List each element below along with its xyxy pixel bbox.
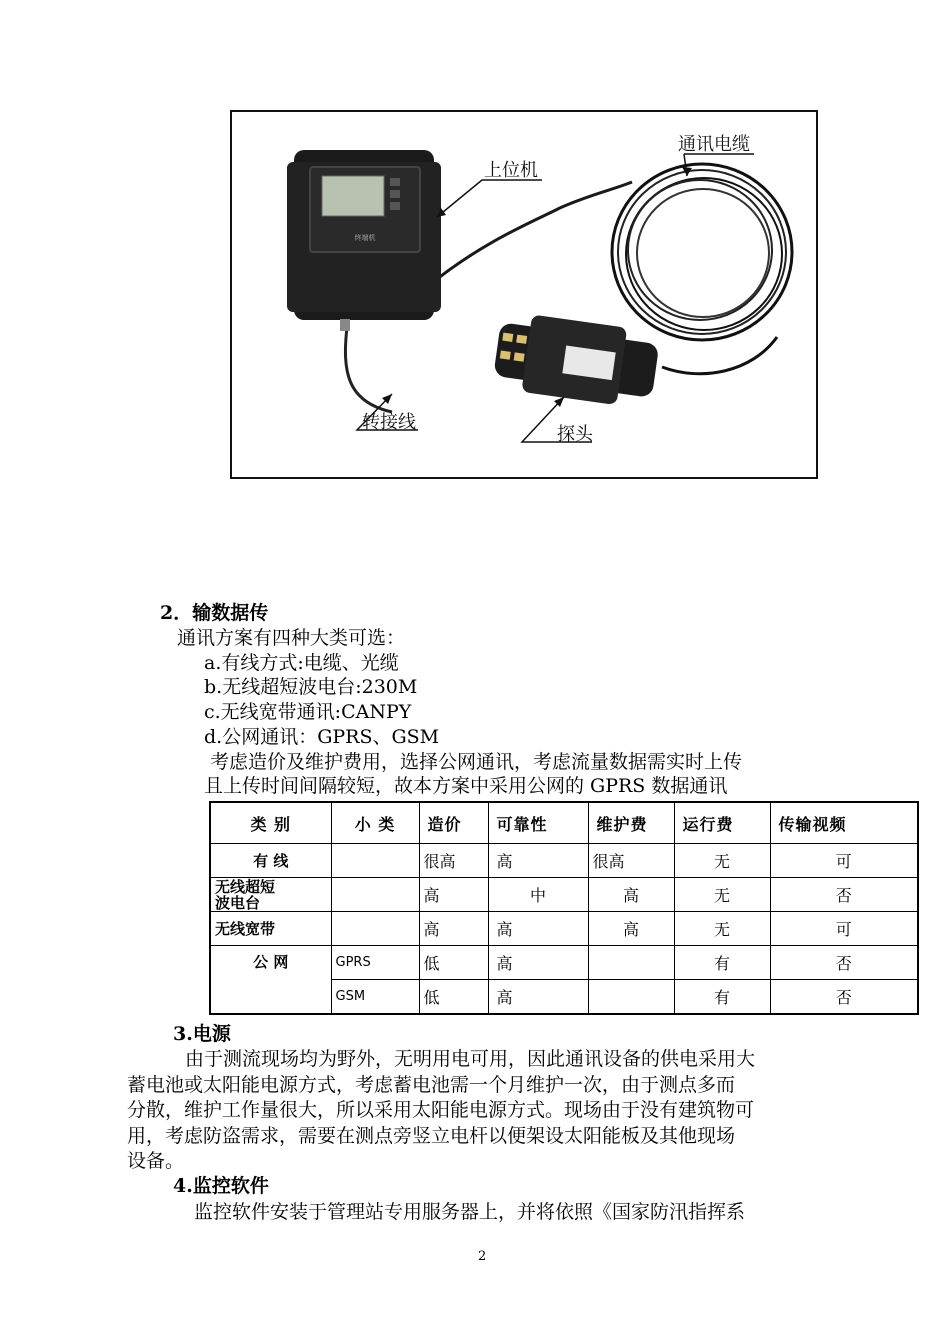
cell-video: 可 <box>770 912 918 946</box>
header-cost: 造价 <box>419 802 488 844</box>
cell-cost: 低 <box>419 980 488 1015</box>
section2-paragraph-line1: 考虑造价及维护费用，选择公网通讯，考虑流量数据需实时上传 <box>210 751 743 773</box>
cell-cost: 高 <box>419 912 488 946</box>
cell-category: 有 线 <box>210 844 331 878</box>
label-probe: 探头 <box>557 424 593 445</box>
option-b: b.无线超短波电台:230M <box>204 676 418 698</box>
table-row <box>210 844 918 878</box>
cell-reliability: 高 <box>488 844 588 878</box>
cell-maintenance: 高 <box>588 878 674 912</box>
cell-video: 否 <box>770 980 918 1015</box>
cell-sub: GPRS <box>331 946 419 980</box>
cell-sub <box>331 878 419 912</box>
probe-device <box>492 310 661 410</box>
cell-operation: 无 <box>674 878 770 912</box>
cell-sub <box>331 912 419 946</box>
label-adapter-cable: 转接线 <box>362 412 416 433</box>
cell-sub: GSM <box>331 980 419 1015</box>
cell-reliability: 中 <box>488 878 588 912</box>
cell-reliability: 高 <box>488 912 588 946</box>
table-row <box>210 878 918 912</box>
section2-heading: 2．输数据传 <box>160 602 269 624</box>
section3-line4: 用，考虑防盗需求，需要在测点旁竖立电杆以便架设太阳能板及其他现场 <box>127 1125 736 1147</box>
header-category: 类 别 <box>210 802 331 844</box>
header-operation: 运行费 <box>674 802 770 844</box>
label-host: 上位机 <box>484 160 538 181</box>
cell-maintenance: 高 <box>588 912 674 946</box>
cell-category-line1: 无线超短 <box>215 877 276 896</box>
section3-heading: 3.电源 <box>173 1023 231 1045</box>
cell-category: 公 网 <box>210 946 331 1015</box>
cell-operation: 无 <box>674 912 770 946</box>
cell-cost: 高 <box>419 878 488 912</box>
cell-video: 可 <box>770 844 918 878</box>
section2-intro: 通讯方案有四种大类可选： <box>177 627 406 649</box>
section4-line1: 监控软件安装于管理站专用服务器上，并将依照《国家防汛指挥系 <box>194 1201 746 1223</box>
cell-maintenance <box>588 980 674 1015</box>
section3-line3: 分散，维护工作量很大，所以采用太阳能电源方式。现场由于没有建筑物可 <box>127 1099 755 1121</box>
header-video: 传输视频 <box>770 802 918 844</box>
cell-category <box>210 878 331 912</box>
header-reliability: 可靠性 <box>488 802 588 844</box>
option-d: d.公网通讯：GPRS、GSM <box>204 726 440 748</box>
section3-line2: 蓄电池或太阳能电源方式，考虑蓄电池需一个月维护一次，由于测点多而 <box>127 1074 736 1096</box>
svg-text:终端机: 终端机 <box>354 234 376 242</box>
cell-operation: 无 <box>674 844 770 878</box>
option-c: c.无线宽带通讯:CANPY <box>204 701 412 723</box>
table-row <box>210 946 918 980</box>
label-comm-cable: 通讯电缆 <box>678 134 750 155</box>
table-header-row <box>210 802 918 844</box>
cell-operation: 有 <box>674 946 770 980</box>
option-a: a.有线方式:电缆、光缆 <box>204 652 399 674</box>
cell-maintenance: 很高 <box>588 844 674 878</box>
cell-maintenance <box>588 946 674 980</box>
device-figure <box>230 110 818 479</box>
comparison-table <box>209 801 919 1015</box>
cell-category-line2: 波电台 <box>215 893 261 912</box>
table-row <box>210 912 918 946</box>
section3-line5: 设备。 <box>127 1150 185 1172</box>
cell-reliability: 高 <box>488 946 588 980</box>
cell-cost: 低 <box>419 946 488 980</box>
section3-line1: 由于测流现场均为野外，无明用电可用，因此通讯设备的供电采用大 <box>185 1048 756 1070</box>
cell-video: 否 <box>770 878 918 912</box>
header-subcategory: 小 类 <box>331 802 419 844</box>
cell-reliability: 高 <box>488 980 588 1015</box>
page-number: 2 <box>478 1249 487 1264</box>
host-device <box>287 150 441 331</box>
header-maintenance: 维护费 <box>588 802 674 844</box>
cell-video: 否 <box>770 946 918 980</box>
section4-heading: 4.监控软件 <box>173 1175 269 1197</box>
cell-operation: 有 <box>674 980 770 1015</box>
cell-cost: 很高 <box>419 844 488 878</box>
cell-sub <box>331 844 419 878</box>
cell-category: 无线宽带 <box>210 912 331 946</box>
section2-paragraph-line2: 且上传时间间隔较短，故本方案中采用公网的 GPRS 数据通讯 <box>204 775 728 797</box>
